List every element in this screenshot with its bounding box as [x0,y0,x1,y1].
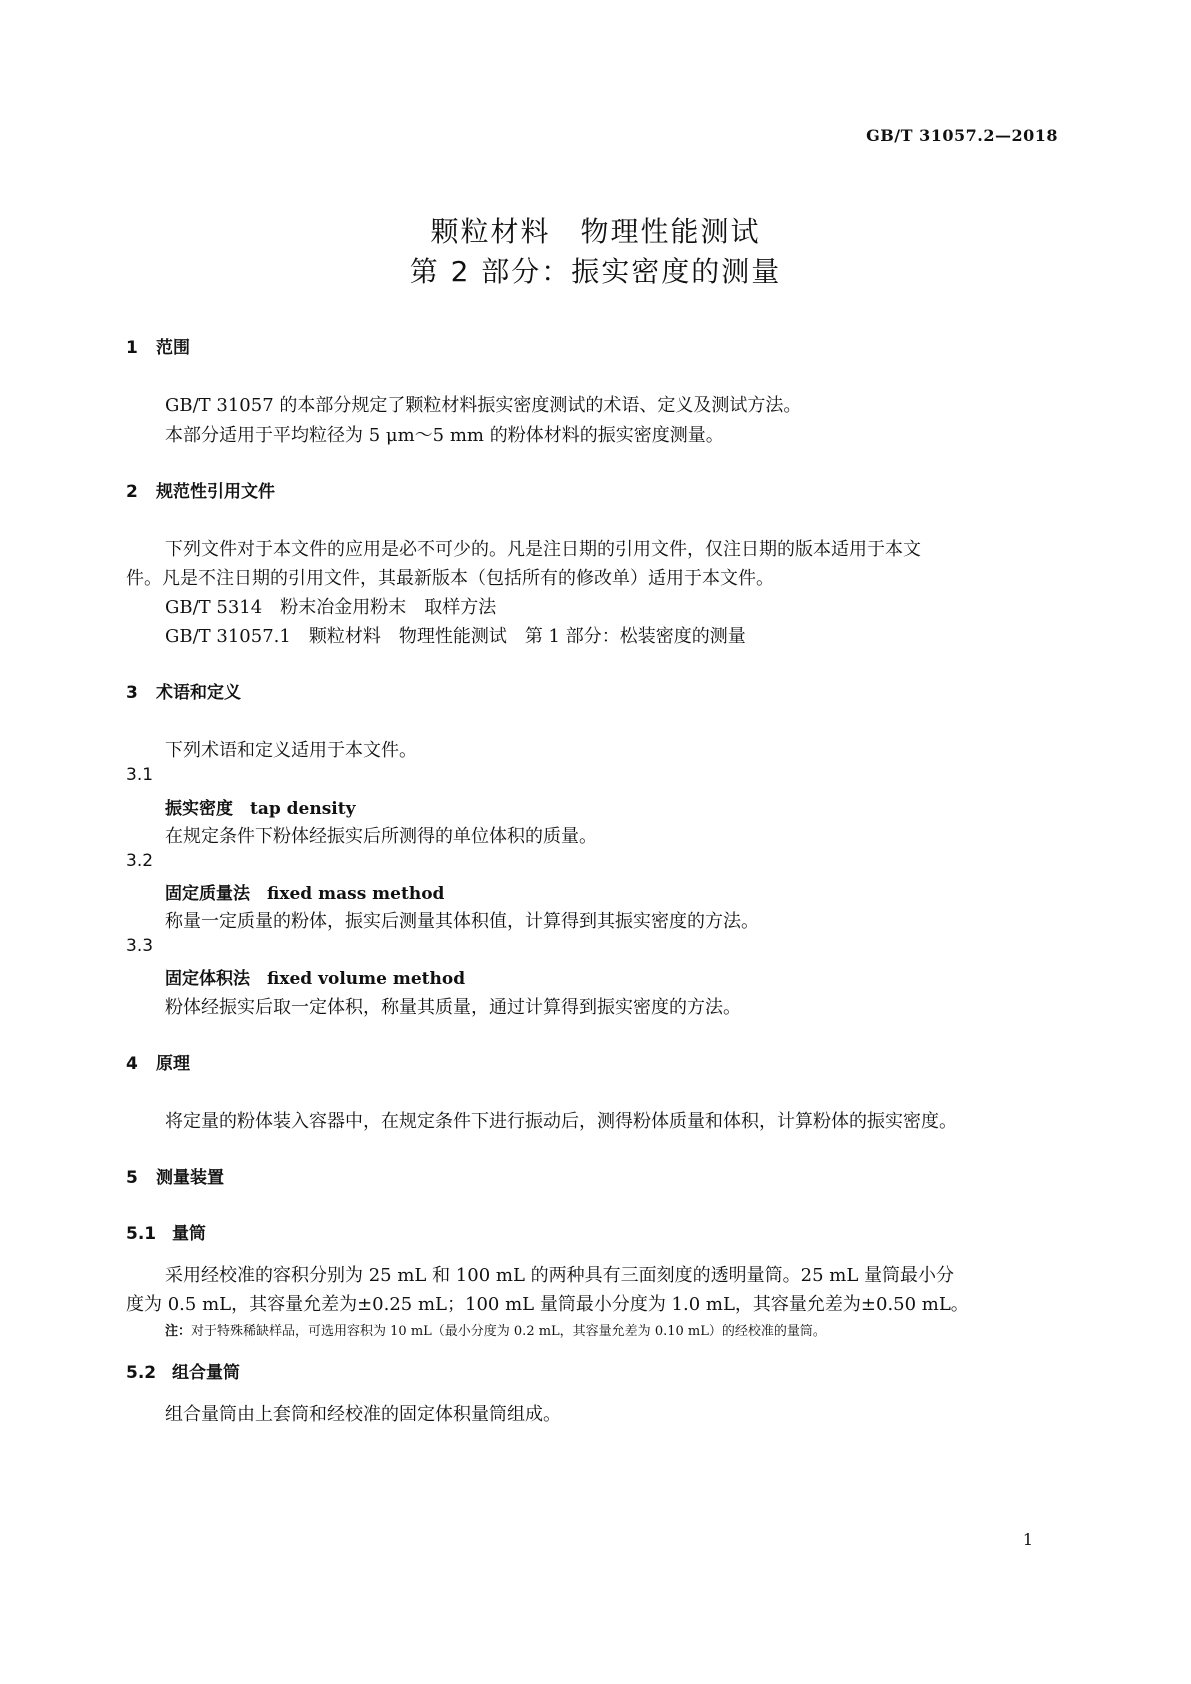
section-title: 术语和定义 [156,683,241,703]
section-number: 2 [126,482,138,502]
note-text: 对于特殊稀缺样品，可选用容积为 10 mL（最小分度为 0.2 mL，其容量允差为 0.10 mL）的经校准的量筒。 [191,1324,826,1339]
section-title: 范围 [156,338,190,358]
page-number: 1 [1022,1530,1033,1549]
section-4-paragraph: 将定量的粉体装入容器中，在规定条件下进行振动后，测得粉体质量和体积，计算粉体的振实密度。 [165,1111,957,1132]
section-3-intro: 下列术语和定义适用于本文件。 [165,740,417,761]
section-number: 1 [126,338,138,358]
section-title: 组合量筒 [172,1363,240,1383]
standard-number: GB/T 31057.2—2018 [866,126,1058,145]
term-definition: 在规定条件下粉体经振实后所测得的单位体积的质量。 [165,826,597,847]
section-5-1-note [165,1320,826,1339]
section-title: 规范性引用文件 [156,482,275,502]
term-name: 固定体积法 fixed volume method [165,969,466,989]
section-2-paragraph-line-1: 下列文件对于本文件的应用是必不可少的。凡是注日期的引用文件，仅注日期的版本适用于本文 [165,539,921,560]
section-1-paragraph-2: 本部分适用于平均粒径为 5 μm～5 mm 的粉体材料的振实密度测量。 [165,425,724,446]
section-4-heading [126,1049,190,1074]
section-number: 3 [126,683,138,703]
term-definition: 称量一定质量的粉体，振实后测量其体积值，计算得到其振实密度的方法。 [165,911,759,932]
term-number: 3.1 [126,765,154,785]
section-title: 量筒 [172,1224,206,1244]
term-number: 3.2 [126,851,154,871]
section-title: 测量装置 [156,1168,224,1188]
section-number: 5.2 [126,1363,157,1383]
section-number: 5 [126,1168,138,1188]
normative-reference-2: GB/T 31057.1 颗粒材料 物理性能测试 第 1 部分：松装密度的测量 [165,626,746,647]
section-5-1-paragraph-line-1: 采用经校准的容积分别为 25 mL 和 100 mL 的两种具有三面刻度的透明量筒。25 mL 量筒最小分 [165,1265,954,1286]
term-definition: 粉体经振实后取一定体积，称量其质量，通过计算得到振实密度的方法。 [165,997,741,1018]
document-title-line1: 颗粒材料 物理性能测试 [430,215,761,248]
section-2-paragraph-line-2: 件。凡是不注日期的引用文件，其最新版本（包括所有的修改单）适用于本文件。 [126,568,774,589]
section-5-1-heading [126,1219,206,1244]
section-5-2-paragraph: 组合量筒由上套筒和经校准的固定体积量筒组成。 [165,1404,561,1425]
section-5-1-paragraph-line-2: 度为 0.5 mL，其容量允差为±0.25 mL；100 mL 量筒最小分度为 1.0 mL，其容量允差为±0.50 mL。 [126,1294,969,1315]
section-2-heading [126,477,275,502]
section-number: 4 [126,1054,138,1074]
document-title-line2: 第 2 部分：振实密度的测量 [409,255,782,288]
normative-reference-1: GB/T 5314 粉末冶金用粉末 取样方法 [165,597,497,618]
section-5-2-heading [126,1358,240,1383]
term-name: 振实密度 tap density [165,799,356,819]
section-title: 原理 [156,1054,190,1074]
section-5-heading [126,1163,224,1188]
term-number: 3.3 [126,936,154,956]
section-1-heading [126,333,190,358]
term-name: 固定质量法 fixed mass method [165,884,445,904]
note-label: 注： [165,1324,192,1339]
section-1-paragraph-1: GB/T 31057 的本部分规定了颗粒材料振实密度测试的术语、定义及测试方法。 [165,395,802,416]
section-3-heading [126,678,241,703]
section-number: 5.1 [126,1224,157,1244]
